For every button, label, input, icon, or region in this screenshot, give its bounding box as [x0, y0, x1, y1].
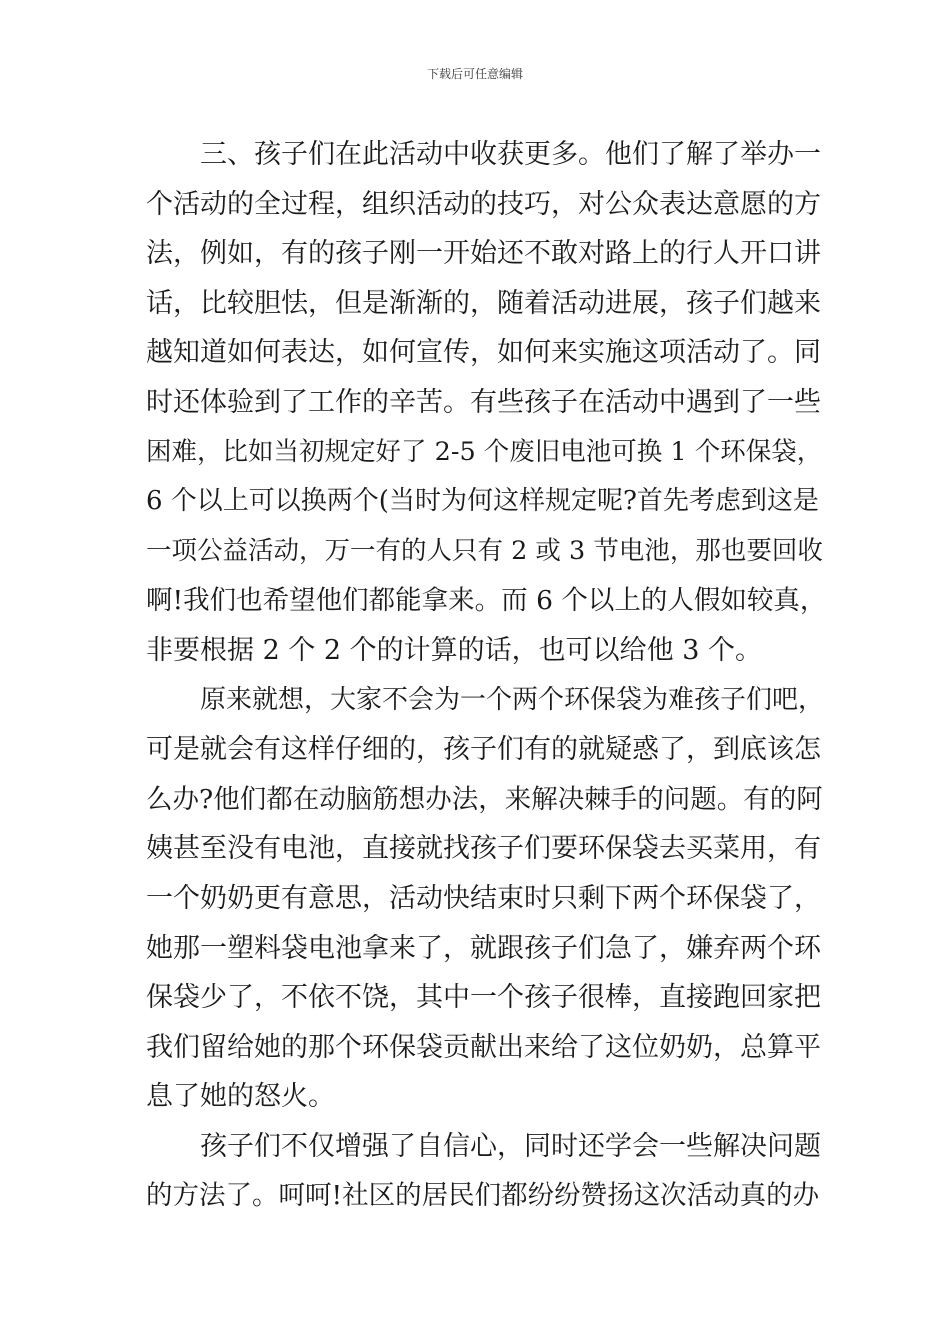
paragraph-line: 一个奶奶更有意思，活动快结束时只剩下两个环保袋了，	[146, 882, 821, 914]
paragraph-line: 我们留给她的那个环保袋贡献出来给了这位奶奶，总算平	[146, 1031, 821, 1063]
paragraph-line: 非要根据 2 个 2 个的计算的话，也可以给他 3 个。	[146, 634, 763, 666]
paragraph-line: 困难，比如当初规定好了 2-5 个废旧电池可换 1 个环保袋，	[146, 436, 823, 467]
paragraph-line: 话，比较胆怯，但是渐渐的，随着活动进展，孩子们越来	[146, 287, 821, 319]
paragraph-line: 可是就会有这样仔细的，孩子们有的就疑惑了，到底该怎	[146, 734, 821, 766]
paragraph-line: 个活动的全过程，组织活动的技巧，对公众表达意愿的方	[146, 188, 821, 220]
paragraph-line: 一项公益活动，万一有的人只有 2 或 3 节电池，那也要回收	[146, 535, 823, 566]
page-header: 下载后可任意编辑	[426, 67, 523, 81]
paragraph-line: 保袋少了，不依不饶，其中一个孩子很棒，直接跑回家把	[146, 982, 821, 1014]
paragraph-line: 孩子们不仅增强了自信心，同时还学会一些解决问题	[200, 1130, 821, 1162]
paragraph-line: 越知道如何表达，如何宣传，如何来实施这项活动了。同	[146, 337, 821, 369]
paragraph-line: 原来就想，大家不会为一个两个环保袋为难孩子们吧，	[200, 684, 825, 715]
document-body	[146, 130, 827, 1221]
paragraph-line: 三、孩子们在此活动中收获更多。他们了解了举办一	[200, 139, 821, 170]
paragraph-line: 法，例如，有的孩子刚一开始还不敢对路上的行人开口讲	[146, 238, 821, 270]
paragraph-line: 么办?他们都在动脑筋想办法，来解决棘手的问题。有的阿	[146, 783, 823, 815]
paragraph-line: 时还体验到了工作的辛苦。有些孩子在活动中遇到了一些	[146, 386, 821, 418]
paragraph-line: 啊!我们也希望他们都能拿来。而 6 个以上的人假如较真，	[146, 585, 827, 617]
paragraph-line: 的方法了。呵呵!社区的居民们都纷纷赞扬这次活动真的办	[146, 1180, 820, 1212]
paragraph-line: 姨甚至没有电池，直接就找孩子们要环保袋去买菜用，有	[146, 833, 821, 865]
paragraph-line: 6 个以上可以换两个(当时为何这样规定呢?首先考虑到这是	[146, 486, 819, 517]
paragraph-line: 息了她的怒火。	[146, 1081, 335, 1113]
paragraph-line: 她那一塑料袋电池拿来了，就跟孩子们急了，嫌弃两个环	[146, 932, 821, 964]
